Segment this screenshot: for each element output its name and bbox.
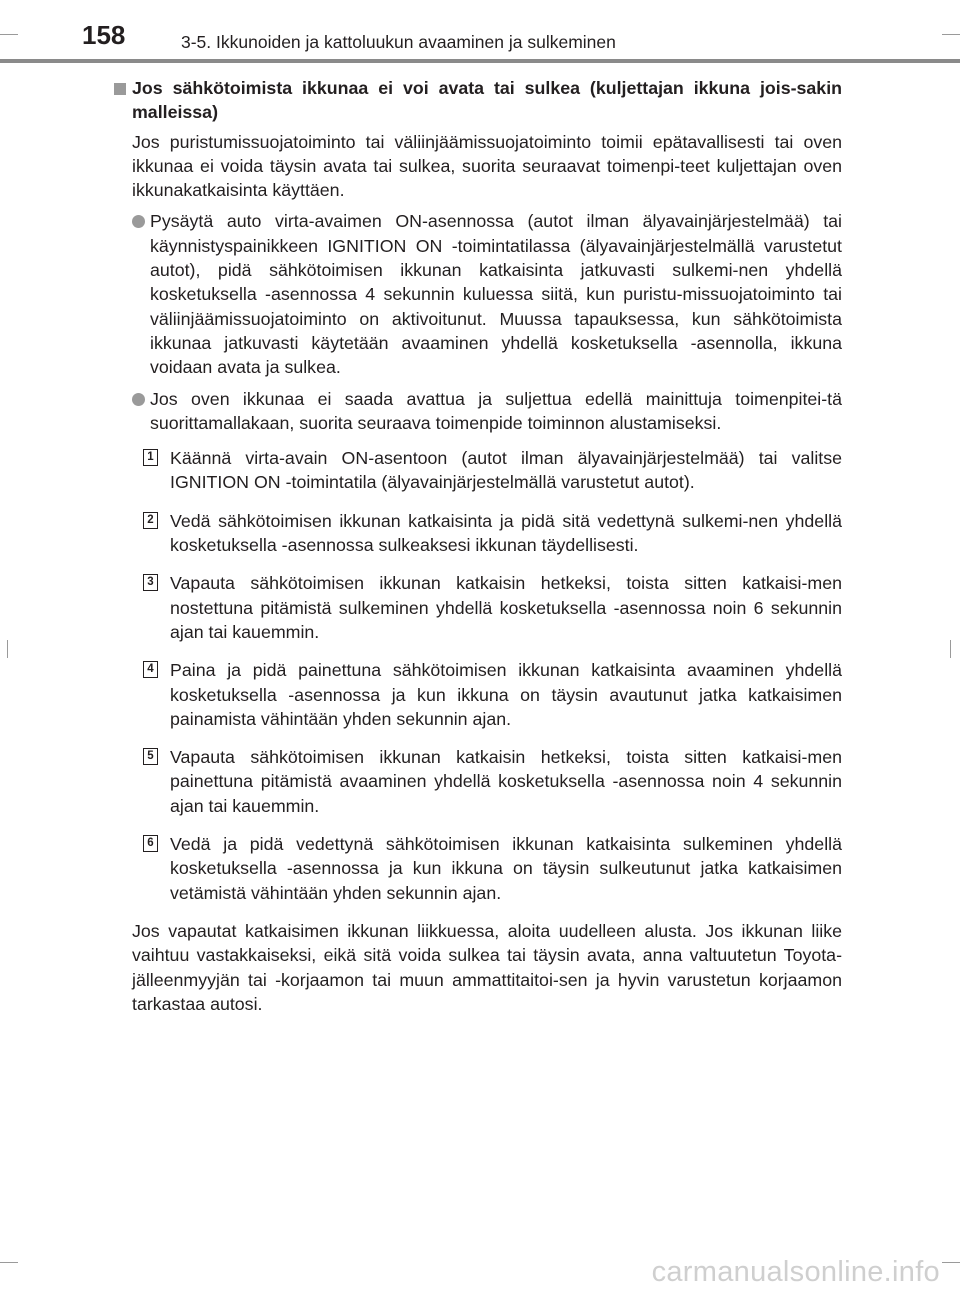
step-number-box: 5	[143, 748, 158, 765]
step-text: Vapauta sähkötoimisen ikkunan katkaisin hetkeksi, toista sitten katkaisi-men painettuna pitämistä avaaminen yhdellä kosketuksella -asennossa noin 4 sekunnin ajan tai kauemmin.	[170, 747, 842, 816]
step-text: Vedä ja pidä vedettynä sähkötoimisen ikkunan katkaisinta sulkeminen yhdellä kosketuksella -asennossa ja kun ikkuna on täysin sulkeutunut jatka katkaisimen vetämistä vähintään yhden sekunnin ajan.	[170, 834, 842, 903]
step-text: Paina ja pidä painettuna sähkötoimisen ikkunan katkaisinta avaaminen yhdellä kosketuksella -asennossa ja kun ikkuna on täysin avautunut jatka katkaisimen painamista vähintään yhden sekunnin ajan.	[170, 660, 842, 729]
step-number-box: 3	[143, 574, 158, 591]
header-rule	[0, 59, 960, 63]
step-item	[112, 446, 842, 495]
step-number-box: 1	[143, 449, 158, 466]
step-number-box: 4	[143, 661, 158, 678]
crop-mark	[0, 34, 18, 35]
circle-bullet-icon	[132, 215, 145, 228]
step-list	[112, 446, 842, 905]
bullet-text: Jos oven ikkunaa ei saada avattua ja suljettua edellä mainittuja toimenpitei-tä suorittamallakaan, suorita seuraava toimenpide toiminnon alustamiseksi.	[150, 388, 842, 433]
bullet-item	[112, 209, 842, 379]
square-bullet-icon	[114, 83, 126, 95]
crop-mark	[0, 1262, 18, 1263]
crop-mark	[942, 34, 960, 35]
section-heading-text: Jos sähkötoimista ikkunaa ei voi avata tai sulkea (kuljettajan ikkuna jois-sakin malleissa)	[132, 78, 842, 123]
step-item	[112, 571, 842, 644]
intro-paragraph: Jos puristumissuojatoiminto tai väliinjäämissuojatoiminto toimii epätavallisesti tai oven ikkunaa ei voida täysin avata tai sulkea, suorita seuraavat toimenpi-teet kuljettajan oven ikkunakatkaisinta käyttäen.	[132, 131, 842, 201]
crop-mark	[942, 1262, 960, 1263]
circle-bullet-icon	[132, 393, 145, 406]
step-item	[112, 832, 842, 905]
step-number-box: 6	[143, 835, 158, 852]
watermark-text: carmanualsonline.info	[651, 1256, 940, 1288]
step-item	[112, 745, 842, 818]
step-text: Vedä sähkötoimisen ikkunan katkaisinta ja pidä sitä vedettynä sulkemi-nen yhdellä kosketuksella -asennossa sulkeaksesi ikkunan täydellisesti.	[170, 510, 842, 556]
step-text: Käännä virta-avain ON-asentoon (autot ilman älyavainjärjestelmää) tai valitse IGNITION ON -toimintatila (älyavainjärjestelmällä varustetut autot).	[170, 448, 842, 493]
running-head: 3-5. Ikkunoiden ja kattoluukun avaaminen ja sulkeminen	[181, 32, 616, 52]
section-heading	[112, 76, 842, 125]
page-number: 158	[82, 20, 126, 50]
bullet-text: Pysäytä auto virta-avaimen ON-asennossa (autot ilman älyavainjärjestelmää) tai käynnistyspainikkeen IGNITION ON -toimintatilassa (älyavainjärjestelmällä varustetut autot), pidä sähkötoimisen ikkunan katkaisinta jatkuvasti sulkemi-nen yhdellä kosketuksella -asennossa 4 sekunnin kuluessa siitä, kun puristu-missuojatoiminto tai väliinjäämissuojatoiminto on aktivoitunut. Muussa tapauksessa, kun sähkötoimista ikkunaa jatkuvasti käytetään avaaminen yhdellä kosketuksella -asennolla, ikkuna voidaan avata ja sulkea.	[150, 211, 842, 378]
step-text: Vapauta sähkötoimisen ikkunan katkaisin hetkeksi, toista sitten katkaisi-men nostettuna pitämistä sulkeminen yhdellä kosketuksella -asennossa noin 6 sekunnin ajan tai kauemmin.	[170, 573, 842, 642]
page-content	[112, 76, 842, 1023]
closing-paragraph: Jos vapautat katkaisimen ikkunan liikkuessa, aloita uudelleen alusta. Jos ikkunan liike vaihtuu vastakkaiseksi, eikä sitä voida sulkea tai täysin avata, anna valtuutetun Toyota-jälleenmyyjän tai -korjaamon tai muun ammattitaitoi-sen ja hyvin varustetun korjaamon tarkastaa autosi.	[132, 920, 842, 1014]
bullet-item	[112, 387, 842, 436]
crop-mark	[950, 640, 951, 658]
step-item	[112, 509, 842, 558]
step-number-box: 2	[143, 512, 158, 529]
step-item	[112, 658, 842, 731]
crop-mark	[7, 640, 8, 658]
